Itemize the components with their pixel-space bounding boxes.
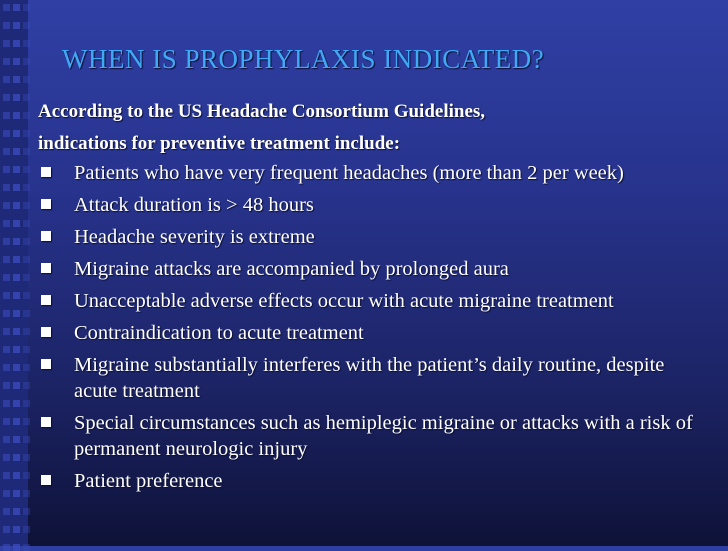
square-bullet-icon: [41, 327, 51, 337]
decorative-left-band: [0, 0, 28, 546]
list-item: [38, 468, 698, 494]
list-item-text: Special circumstances such as hemiplegic migraine or attacks with a risk of permanent neurologic injury: [74, 412, 693, 460]
decorative-square: [13, 58, 20, 65]
decorative-square: [3, 202, 10, 209]
decorative-square: [23, 418, 30, 425]
decorative-square: [23, 382, 30, 389]
decorative-square: [23, 274, 30, 281]
decorative-square: [13, 310, 20, 317]
decorative-square: [3, 112, 10, 119]
decorative-square: [13, 94, 20, 101]
decorative-square: [3, 94, 10, 101]
list-item-text: Patients who have very frequent headaches (more than 2 per week): [74, 162, 624, 184]
list-item: [38, 224, 698, 250]
decorative-square: [3, 292, 10, 299]
decorative-square: [23, 184, 30, 191]
decorative-square: [3, 418, 10, 425]
decorative-square: [3, 22, 10, 29]
square-bullet-icon: [41, 231, 51, 241]
decorative-square: [23, 238, 30, 245]
decorative-square: [3, 436, 10, 443]
list-item: [38, 320, 698, 346]
square-bullet-icon: [41, 199, 51, 209]
decorative-square: [13, 220, 20, 227]
decorative-square: [3, 544, 10, 551]
decorative-square: [3, 238, 10, 245]
list-item: [38, 192, 698, 218]
decorative-square: [23, 22, 30, 29]
square-bullet-icon: [41, 263, 51, 273]
list-item: [38, 410, 698, 462]
decorative-square: [23, 202, 30, 209]
decorative-square: [3, 256, 10, 263]
decorative-square: [13, 490, 20, 497]
decorative-square: [13, 418, 20, 425]
list-item: [38, 352, 698, 404]
decorative-square: [3, 220, 10, 227]
decorative-square: [23, 220, 30, 227]
decorative-square: [3, 472, 10, 479]
decorative-square: [13, 472, 20, 479]
decorative-square: [3, 328, 10, 335]
list-item: [38, 256, 698, 282]
decorative-square: [3, 4, 10, 11]
decorative-square: [13, 22, 20, 29]
decorative-square: [23, 40, 30, 47]
decorative-square: [13, 544, 20, 551]
list-item-text: Contraindication to acute treatment: [74, 322, 364, 344]
decorative-square: [13, 202, 20, 209]
decorative-square: [13, 238, 20, 245]
decorative-square: [23, 130, 30, 137]
decorative-square: [3, 454, 10, 461]
list-item-text: Migraine substantially interferes with the patient’s daily routine, despite acute treatment: [74, 354, 665, 402]
square-bullet-icon: [41, 475, 51, 485]
decorative-square: [13, 148, 20, 155]
decorative-square: [23, 148, 30, 155]
decorative-square: [3, 526, 10, 533]
decorative-square: [3, 310, 10, 317]
decorative-square: [23, 508, 30, 515]
list-item-text: Patient preference: [74, 470, 223, 492]
decorative-square: [13, 328, 20, 335]
decorative-square: [23, 4, 30, 11]
slide-title: WHEN IS PROPHYLAXIS INDICATED?: [62, 44, 545, 74]
decorative-square: [23, 94, 30, 101]
decorative-square: [23, 76, 30, 83]
decorative-square: [13, 382, 20, 389]
decorative-square: [3, 130, 10, 137]
list-item: [38, 288, 698, 314]
decorative-square: [23, 364, 30, 371]
decorative-square: [3, 400, 10, 407]
decorative-square: [13, 346, 20, 353]
list-item-text: Migraine attacks are accompanied by prolonged aura: [74, 258, 509, 280]
list-item-text: Unacceptable adverse effects occur with acute migraine treatment: [74, 290, 614, 312]
decorative-square: [3, 508, 10, 515]
decorative-square: [13, 256, 20, 263]
decorative-square: [13, 454, 20, 461]
intro-line-2: indications for preventive treatment include:: [38, 133, 401, 154]
decorative-square: [23, 112, 30, 119]
decorative-square: [13, 184, 20, 191]
decorative-square: [3, 166, 10, 173]
decorative-square: [13, 166, 20, 173]
decorative-square: [13, 292, 20, 299]
square-bullet-icon: [41, 359, 51, 369]
decorative-square: [23, 256, 30, 263]
decorative-square: [13, 130, 20, 137]
decorative-square: [23, 490, 30, 497]
decorative-square: [3, 274, 10, 281]
decorative-square: [23, 454, 30, 461]
decorative-square: [13, 112, 20, 119]
decorative-square: [23, 292, 30, 299]
decorative-square: [23, 400, 30, 407]
decorative-square: [3, 184, 10, 191]
decorative-square: [13, 40, 20, 47]
decorative-square: [3, 148, 10, 155]
square-bullet-icon: [41, 295, 51, 305]
decorative-square: [23, 544, 30, 551]
decorative-square: [13, 364, 20, 371]
decorative-square: [3, 76, 10, 83]
decorative-square: [13, 508, 20, 515]
intro-line-1: According to the US Headache Consortium Guidelines,: [38, 101, 486, 122]
decorative-square: [13, 274, 20, 281]
decorative-square: [23, 346, 30, 353]
decorative-square: [13, 436, 20, 443]
list-item: [38, 160, 698, 186]
decorative-square: [23, 436, 30, 443]
square-bullet-icon: [41, 167, 51, 177]
decorative-square: [13, 526, 20, 533]
decorative-square: [23, 328, 30, 335]
list-item-text: Attack duration is > 48 hours: [74, 194, 314, 216]
decorative-square: [3, 364, 10, 371]
decorative-square: [3, 40, 10, 47]
decorative-square: [23, 310, 30, 317]
intro-text: [38, 96, 698, 160]
decorative-square: [23, 166, 30, 173]
indications-list: [38, 160, 698, 500]
decorative-square: [23, 472, 30, 479]
decorative-square: [23, 526, 30, 533]
decorative-square: [3, 382, 10, 389]
decorative-square: [3, 490, 10, 497]
decorative-square: [23, 58, 30, 65]
decorative-square: [13, 4, 20, 11]
list-item-text: Headache severity is extreme: [74, 226, 315, 248]
square-bullet-icon: [41, 417, 51, 427]
decorative-square: [13, 400, 20, 407]
decorative-square: [13, 76, 20, 83]
decorative-square: [3, 58, 10, 65]
decorative-square: [3, 346, 10, 353]
